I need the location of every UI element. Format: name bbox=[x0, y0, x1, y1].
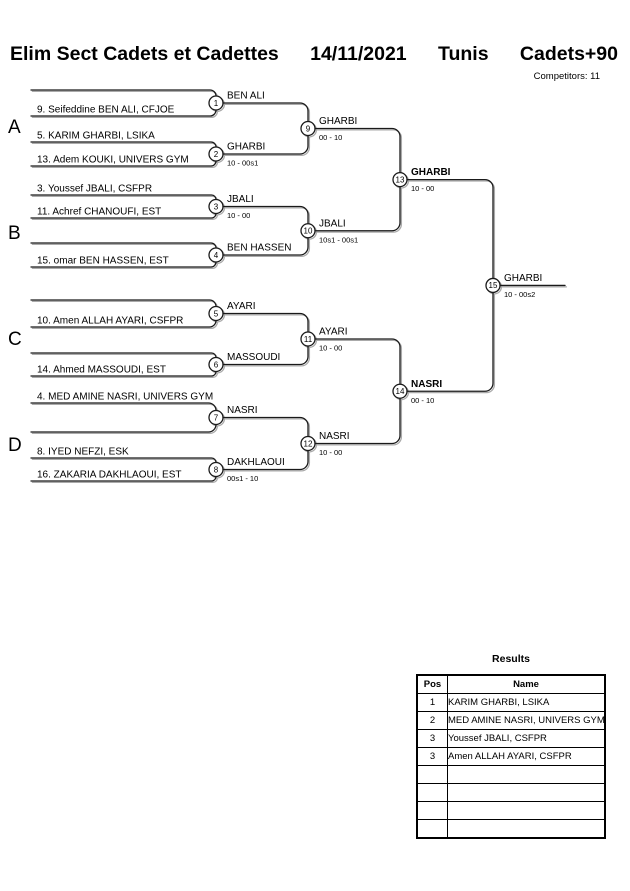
competitor-name: 14. Ahmed MASSOUDI, EST bbox=[37, 364, 166, 376]
results-name-cell bbox=[448, 802, 606, 820]
bracket-line bbox=[31, 458, 216, 463]
competitor-name: 15. omar BEN HASSEN, EST bbox=[37, 255, 169, 267]
bracket-line bbox=[223, 314, 308, 333]
match-number: 14 bbox=[395, 387, 405, 397]
match-score: 10 - 00 bbox=[319, 343, 343, 353]
competitor-name: 5. KARIM GHARBI, LSIKA bbox=[37, 130, 155, 142]
bracket-line bbox=[407, 292, 493, 391]
bracket-line bbox=[223, 103, 308, 122]
match-score: 10 - 00s1 bbox=[227, 158, 259, 168]
competitor-name: 9. Seifeddine BEN ALI, CFJOE bbox=[37, 104, 175, 116]
winner-label: AYARI bbox=[227, 301, 256, 312]
results-row bbox=[417, 784, 605, 802]
results-row bbox=[417, 712, 605, 730]
match-score: 10s1 - 00s1 bbox=[319, 235, 359, 245]
match-number: 2 bbox=[213, 149, 219, 159]
winner-label: GHARBI bbox=[227, 141, 266, 153]
results-name-cell bbox=[448, 820, 606, 839]
results-name-cell: Youssef JBALI, CSFPR bbox=[448, 730, 606, 748]
match-number: 13 bbox=[395, 175, 405, 185]
winner-label: AYARI bbox=[319, 326, 348, 338]
competitor-name: 11. Achref CHANOUFI, EST bbox=[37, 206, 162, 218]
competitor-name: 13. Adem KOUKI, UNIVERS GYM bbox=[37, 154, 189, 166]
bracket-line bbox=[407, 180, 493, 279]
competitors-count: Competitors: 11 bbox=[533, 71, 600, 82]
match-number: 3 bbox=[213, 202, 219, 212]
results-row bbox=[417, 694, 605, 712]
title-event: Elim Sect Cadets et Cadettes bbox=[10, 43, 279, 65]
competitor-name: 4. MED AMINE NASRI, UNIVERS GYM bbox=[37, 391, 214, 403]
pool-letter: C bbox=[8, 329, 22, 350]
competitor-name: 8. IYED NEFZI, ESK bbox=[37, 446, 129, 458]
match-score: 10 - 00s2 bbox=[504, 289, 536, 299]
winner-label: GHARBI bbox=[504, 272, 543, 284]
results-header-pos: Pos bbox=[417, 675, 448, 694]
title-date: 14/11/2021 bbox=[310, 43, 407, 65]
winner-label: GHARBI bbox=[411, 167, 451, 179]
competitor-name: 16. ZAKARIA DAKHLAOUI, EST bbox=[37, 469, 182, 481]
results-panel bbox=[416, 653, 606, 839]
pool-letter: D bbox=[8, 435, 22, 456]
match-score: 00 - 10 bbox=[411, 395, 435, 405]
match-number: 10 bbox=[303, 226, 313, 236]
results-row bbox=[417, 802, 605, 820]
match-number: 12 bbox=[303, 439, 313, 449]
title-category: Cadets+90 bbox=[519, 43, 618, 65]
match-number: 8 bbox=[213, 465, 219, 475]
results-row bbox=[417, 730, 605, 748]
competitor-name: 10. Amen ALLAH AYARI, CSFPR bbox=[37, 315, 184, 327]
match-score: 10 - 00 bbox=[227, 211, 251, 220]
results-pos-cell bbox=[417, 802, 448, 820]
pool-letter: A bbox=[8, 117, 21, 138]
results-pos-cell bbox=[417, 766, 448, 784]
bracket-line bbox=[223, 418, 308, 437]
winner-label: NASRI bbox=[411, 378, 443, 390]
competitor-name: 3. Youssef JBALI, CSFPR bbox=[37, 183, 153, 195]
title-city: Tunis bbox=[437, 43, 489, 65]
winner-label: JBALI bbox=[227, 194, 254, 205]
match-number: 6 bbox=[213, 360, 219, 370]
results-title: Results bbox=[492, 653, 530, 665]
match-number: 7 bbox=[213, 413, 219, 423]
results-name-cell: KARIM GHARBI, LSIKA bbox=[448, 694, 606, 712]
winner-label: NASRI bbox=[319, 431, 350, 442]
winner-label: BEN ALI bbox=[227, 90, 265, 102]
match-number: 4 bbox=[213, 250, 219, 260]
match-score: 00 - 10 bbox=[319, 133, 343, 142]
match-number: 15 bbox=[488, 281, 498, 291]
match-number: 1 bbox=[213, 98, 219, 108]
results-pos-cell bbox=[417, 820, 448, 839]
results-pos-cell: 1 bbox=[417, 694, 448, 712]
pool-letter: B bbox=[8, 223, 21, 244]
winner-label: DAKHLAOUI bbox=[227, 457, 285, 468]
match-number: 5 bbox=[213, 309, 219, 319]
results-row bbox=[417, 820, 605, 839]
match-number: 11 bbox=[303, 334, 313, 344]
results-row bbox=[417, 748, 605, 766]
match-score: 10 - 00 bbox=[411, 184, 435, 194]
bracket-line bbox=[31, 353, 216, 358]
results-pos-cell bbox=[417, 784, 448, 802]
results-table bbox=[416, 674, 606, 839]
bracket-line bbox=[31, 195, 216, 200]
results-header-name: Name bbox=[448, 675, 606, 694]
results-pos-cell: 3 bbox=[417, 730, 448, 748]
match-score: 10 - 00 bbox=[319, 448, 343, 457]
winner-label: NASRI bbox=[227, 405, 258, 416]
match-score: 00s1 - 10 bbox=[227, 474, 259, 483]
bracket-line bbox=[31, 425, 216, 433]
winner-label: BEN HASSEN bbox=[227, 242, 292, 254]
results-name-cell bbox=[448, 766, 606, 784]
results-row bbox=[417, 766, 605, 784]
results-pos-cell: 2 bbox=[417, 712, 448, 730]
results-name-cell: Amen ALLAH AYARI, CSFPR bbox=[448, 748, 606, 766]
results-name-cell: MED AMINE NASRI, UNIVERS GYM bbox=[448, 712, 606, 730]
results-header-row bbox=[417, 675, 605, 694]
winner-label: JBALI bbox=[319, 218, 346, 230]
winner-label: GHARBI bbox=[319, 116, 358, 127]
results-name-cell bbox=[448, 784, 606, 802]
match-number: 9 bbox=[305, 124, 311, 134]
winner-label: MASSOUDI bbox=[227, 352, 281, 363]
results-pos-cell: 3 bbox=[417, 748, 448, 766]
